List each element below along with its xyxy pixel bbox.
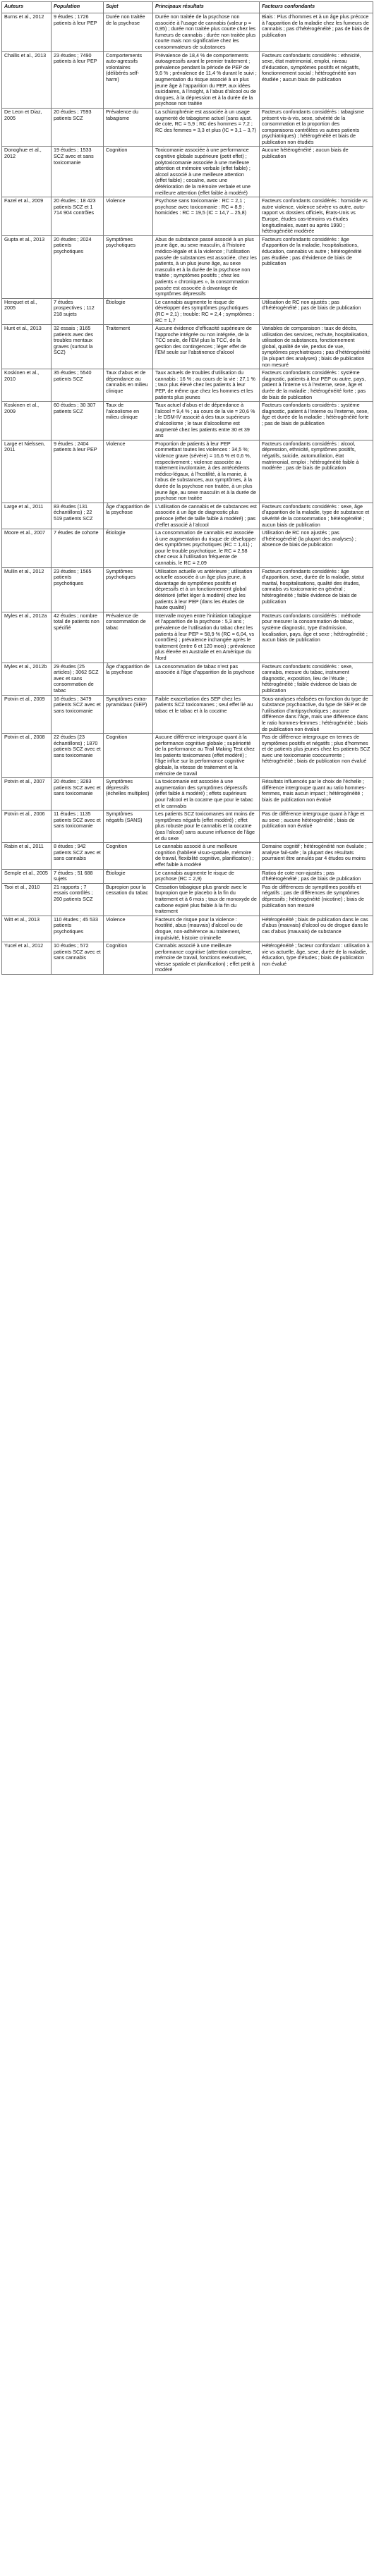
cell-subject: Cognition [104,942,153,975]
table-row [2,734,373,778]
cell-confounders: Utilisation de RC non ajustés ; pas d’hétérogénéité (la plupart des analyses) ; absence de biais de publication [260,529,373,568]
cell-results: Taux actuels de troubles d’utilisation du cannabis : 16 % ; au cours de la vie : 27,1 % ; taux plus élevé chez les patients à leur PEP, de même que chez les hommes et les patients plus jeunes [153,369,260,402]
cell-confounders: Facteurs confondants considérés : système diagnostic, patient à l’interne ou l’externe, sexe, âge et durée de la maladie ; hétérogénéité forte ; pas de biais de publication [260,402,373,440]
cell-subject: Traitement [104,325,153,369]
header-confounders: Facteurs confondants [260,2,373,13]
cell-confounders: Hétérogénéité ; biais de publication dans le cas d’abus (mauvais) d’alcool ou de drogue dans le cas d’abus (mauvais) de substance [260,916,373,942]
cell-results: La toxicomanie est associée à une augmentation des symptômes dépressifs (effet faible à modéré) ; effets supérieurs pour l’alcool et la cocaïne que pour le tabac et le cannabis [153,778,260,811]
cell-authors: Large et Nielssen, 2011 [2,440,52,503]
cell-population: 23 études ; 1565 patients psychotiques [52,567,104,612]
cell-authors: Myles et al., 2012a [2,612,52,663]
table-row [2,51,373,108]
cell-subject: Violence [104,197,153,236]
cell-authors: Yucel et al., 2012 [2,942,52,975]
cell-authors: Mullin et al., 2012 [2,567,52,612]
header-population: Population [52,2,104,13]
cell-authors: Witt et al., 2013 [2,916,52,942]
table-row [2,402,373,440]
cell-results: La consommation de cannabis est associée à une augmentation du risque de développer des symptômes psychotiques (RC = 1,41) ; pour le trouble psychotique, le RC = 2,58 chez ceux à l’utilisation fréquente de cannabis, le RC = 2,09 [153,529,260,568]
table-row [2,567,373,612]
header-authors: Auteurs [2,2,52,13]
cell-population: 8 études ; 942 patients SCZ avec et sans cannabis [52,843,104,869]
cell-population: 20 études ; 7593 patients SCZ [52,108,104,147]
cell-results: Toxicomanie associée à une performance cognitive globale supérieure (petit effet) ; polytoxicomanie associée à une meilleure attention et mémoire verbale (effet faible) ; alcool associé à une meilleure attention (effet faible) ; cocaïne, avec une détérioration de la mémoire verbale et une meilleure attention (effet faible à modéré) [153,147,260,197]
cell-results: Proportion de patients à leur PEP commettant toutes les violences : 34,5 %; violence grave (sévère) = 16,6 % et 0,6 %, respectivement ; violence associée au traitement involontaire, à des antécédents médico-légaux, à l’hostilité, à la manie, à l’abus de substances, aux symptômes, à la durée de la psychose non traitée, à un plus jeune âge, au sexe masculin et à la durée de psychose non traitée [153,440,260,503]
table-row [2,529,373,568]
cell-population: 35 études ; 5540 patients SCZ [52,369,104,402]
cell-subject: Comportements auto-agressifs volontaires (délibérés self-harm) [104,51,153,108]
table-body [2,13,373,975]
results-table [1,1,373,975]
cell-population: 110 études ; 45 533 patients psychotiques [52,916,104,942]
cell-subject: Bupropion pour la cessation du tabac [104,883,153,916]
cell-subject: Cognition [104,843,153,869]
cell-authors: Gupta et al., 2013 [2,235,52,298]
cell-confounders: Facteurs confondants considérés : alcool, dépression, ethnicité, symptômes positifs, négatifs, suicide, automutilation, état matrimonial, emploi ; hétérogénéité faible à modérée ; pas de biais de publication [260,440,373,503]
cell-subject: Taux de l’alcoolisme en milieu clinique [104,402,153,440]
cell-results: Intervalle moyen entre l’initiation tabagique et l’apparition de la psychose : 5,3 ans ; prévalence de l’utilisation du tabac chez les patients à leur PEP = 58,9 % (RC = 6,04, vs contrôles) ; prévalence inchangée après le traitement (entre 6 et 120 mois) ; prévalence plus élevée en Australie et en Amérique du Nord [153,612,260,663]
table-row [2,503,373,529]
table-row [2,13,373,52]
cell-authors: Tsoi et al., 2010 [2,883,52,916]
table-row [2,663,373,695]
cell-confounders: Facteurs confondants considérés : système diagnostic, patients à leur PEP ou autre, pays, patient à l’interne vs à l’externe, sexe, âge et durée de la maladie ; hétérogénéité forte ; pas de biais de publication [260,369,373,402]
cell-population: 20 études ; 18 423 patients SCZ et 1 714 904 contrôles [52,197,104,236]
cell-population: 60 études ; 30 307 patients SCZ [52,402,104,440]
cell-confounders: Utilisation de RC non ajustés ; pas d’hétérogénéité ; pas de biais de publication [260,298,373,324]
cell-confounders: Facteurs confondants considérés : tabagisme présent vis-à-vis, sexe, sévérité de la consommation et la proportion des comparaisons contrôlées vs autres patients psychiatriques) ; hétérogénéité et biais de publication non étudiés [260,108,373,147]
cell-subject: Symptômes négatifs (SANS) [104,811,153,843]
cell-confounders: Facteurs confondants considérés : sexe, cannabis, mesure du tabac, instrument diagnostic, exposition, lieu de l’étude ; hétérogénéité ; faible évidence de biais de publication [260,663,373,695]
cell-subject: Symptômes psychotiques [104,235,153,298]
cell-confounders: Facteurs confondants considérés : âge d’apparition, sexe, durée de la maladie, statut marital, hospitalisations, qualité des études, cannabis vs toxicomanie en général ; hétérogénéité ; faible évidence de biais de publication [260,567,373,612]
cell-population: 19 études ; 1533 SCZ avec et sans toxicomanie [52,147,104,197]
cell-results: Faible exacerbation des SEP chez les patients SCZ toxicomanes ; seul effet lié au tabac et le tabac et à la cocaïne [153,695,260,734]
cell-confounders: Pas de différence intergroupe quant à l’âge et au sexe ; aucune hétérogénéité ; biais de publication non évalué [260,811,373,843]
cell-results: Taux actuel d’abus et de dépendance à l’alcool = 9,4 % ; au cours de la vie = 20,6 % ; le DSM-IV associé à des taux supérieurs d’alcoolisme ; le taux d’alcoolisme est augmenté chez les patients entre 30 et 39 ans [153,402,260,440]
cell-population: 9 études ; 1726 patients à leur PEP [52,13,104,52]
cell-authors: Potvin et al., 2008 [2,734,52,778]
cell-authors: Large et al., 2011 [2,503,52,529]
cell-subject: Violence [104,916,153,942]
cell-results: Le cannabis augmente le risque de développer des symptômes psychotiques (RC = 2,1) ; trouble: RC = 2,4 ; symptômes : RC = 1,7 [153,298,260,324]
cell-subject: Symptômes psychotiques [104,567,153,612]
cell-authors: Rabin et al., 2011 [2,843,52,869]
cell-authors: Semple et al., 2005 [2,869,52,883]
table-row [2,235,373,298]
cell-results: Le cannabis augmente le risque de psychose (RC = 2,9) [153,869,260,883]
cell-confounders: Domaine cognitif ; hétérogénéité non évaluée ; analyse fail-safe ; la plupart des résultats pourraient être annulés par 4 études ou moins [260,843,373,869]
cell-confounders: Résultats influencés par le choix de l’échelle ; différence intergroupe quant au ratio hommes-femmes, mais aucun impact ; hétérogénéité ; biais de publication non évalué [260,778,373,811]
cell-population: 7 études prospectives ; 112 218 sujets [52,298,104,324]
table-row [2,298,373,324]
cell-subject: Étiologie [104,529,153,568]
cell-authors: Challis et al., 2013 [2,51,52,108]
cell-results: Abus de substance passé associé à un plus jeune âge, au sexe masculin, à l’histoire médico-légale et à la violence ; l’utilisation passée de substances est associée, chez les patients, à un plus jeune âge, au sexe masculin et à la durée de la psychose non traitée ; symptômes positifs ; chez les patients « chroniques », la consommation passée est associée à davantage de symptômes dépressifs [153,235,260,298]
cell-authors: Myles et al., 2012b [2,663,52,695]
cell-population: 10 études ; 572 patients SCZ avec et sans cannabis [52,942,104,975]
cell-population: 9 études ; 2404 patients à leur PEP [52,440,104,503]
cell-population: 42 études ; nombre total de patients non spécifié [52,612,104,663]
cell-subject: Taux d’abus et de dépendance au cannabis en milieu clinique [104,369,153,402]
table-row [2,695,373,734]
cell-authors: Koskinen et al., 2010 [2,369,52,402]
cell-results: La schizophrénie est associée à un usage augmenté de tabagisme actuel (sans ajust. de cote, RC = 5,9 ; RC des hommes = 7,2 ; RC des femmes = 3,3 et plus (IC = 3,1 – 3,7) [153,108,260,147]
cell-results: Psychose sans toxicomanie : RC = 2,1 ; psychose avec toxicomanie : RC = 8,9 ; homicides : RC = 19,5 (IC = 14,7 – 25,8) [153,197,260,236]
table-row [2,612,373,663]
cell-subject: Durée non traitée de la psychose [104,13,153,52]
cell-population: 22 études (23 échantillons) ; 1870 patients SCZ avec et sans toxicomanie [52,734,104,778]
cell-results: Le cannabis associé à une meilleure cognition (habileté visuo-spatiale, mémoire de travail, flexibilité cognitive, planification) ; effet faible à modéré [153,843,260,869]
cell-population: 11 études ; 1135 patients SCZ avec et sans toxicomanie [52,811,104,843]
header-row [2,2,373,13]
cell-subject: Symptômes dépressifs (échelles multiples) [104,778,153,811]
cell-population: 7 études de cohorte [52,529,104,568]
cell-confounders: Pas de différences de symptômes positifs et négatifs ; pas de différences de symptômes dépressifs ; hétérogénéité (nicotine) ; biais de publication non mesuré [260,883,373,916]
table-row [2,778,373,811]
cell-authors: De Leon et Diaz, 2005 [2,108,52,147]
cell-confounders: Hétérogénéité ; facteur confondant : utilisation à vie vs actuelle, âge, sexe, durée de la maladie, éducation, type d’études ; biais de publication non évalué [260,942,373,975]
cell-authors: Fazel et al., 2009 [2,197,52,236]
table-row [2,197,373,236]
cell-results: Cessation tabagique plus grande avec le bupropion que le placebo à la fin du traitement et à 6 mois ; taux de monoxyde de carbone expiré plus faible à la fin du traitement [153,883,260,916]
cell-subject: Âge d’apparition de la psychose [104,503,153,529]
cell-results: Cannabis associé à une meilleure performance cognitive (attention complexe, mémoire de travail, fonctions exécutives, vitesse spatiale et planification) ; effet petit à modéré [153,942,260,975]
cell-results: Durée non traitée de la psychose non associée à l’usage de cannabis (valeur p = 0,95) ; durée non traitée plus courte chez les fumeurs de cannabis ; durée non traitée plus courte mais non significative chez les consommateurs de substances [153,13,260,52]
cell-confounders: Pas de différence intergroupe en termes de symptômes positifs et négatifs ; plus d’hommes et de patients plus jeunes chez les patients SCZ avec une toxicomanie cooccurrente ; hétérogénéité ; biais de publication non évalué [260,734,373,778]
cell-population: 20 études ; 2024 patients psychotiques [52,235,104,298]
cell-confounders: Aucune hétérogénéité ; aucun biais de publication [260,147,373,197]
cell-subject: Étiologie [104,869,153,883]
cell-confounders: Biais : Plus d’hommes et à un âge plus précoce à l’apparition de la maladie chez les fumeurs de cannabis ; pas d’hétérogénéité ; pas de biais de publication [260,13,373,52]
cell-authors: Burns et al., 2012 [2,13,52,52]
cell-population: 29 études (25 articles) ; 3062 SCZ avec et sans consommation de tabac [52,663,104,695]
table-row [2,869,373,883]
cell-confounders: Variables de comparaison : taux de décès, utilisation des services, rechute, hospitalisation, utilisation de substances, fonctionnement global, qualité de vie, perdus de vue, symptômes psychiatriques ; pas d’hétérogénéité (la plupart des analyses) ; biais de publication non mesuré [260,325,373,369]
table-row [2,883,373,916]
table-row [2,440,373,503]
cell-results: La consommation de tabac n’est pas associée à l’âge d’apparition de la psychose [153,663,260,695]
table-row [2,843,373,869]
cell-results: Aucune évidence d’efficacité supérieure de l’approche intégrée ou non intégrée, de la TCC seule, de l’EM plus la TCC, de la gestion des contingences ; léger effet de l’EM seule sur l’abstinence d’alcool [153,325,260,369]
cell-subject: Cognition [104,734,153,778]
table-row [2,942,373,975]
cell-results: Aucune différence intergroupe quant à la performance cognitive globale ; supériorité de la performance au Trail Making Test chez les patients toxicomanes (effet modéré) ; l’âge influe sur la performance cognitive globale, la vitesse de traitement et la mémoire de travail [153,734,260,778]
cell-results: Prévalence de 18,4 % de comportements autoagressifs avant le premier traitement ; prévalence pendant la période de PEP de 9,6 % ; prévalence de 11,4 % durant le suivi ; augmentation du risque associé à un plus jeune âge à l’apparition du PEP, aux idées suicidaires, à l’insight, à l’abus d’alcool ou de drogues, à la dépression et à la durée de la psychose non traitée [153,51,260,108]
cell-authors: Potvin et al., 2007 [2,778,52,811]
cell-results: Utilisation actuelle vs antérieure ; utilisation actuelle associée à un âge plus jeune, à davantage de symptômes positifs et dépressifs et à un fonctionnement global détérioré (effet léger à modéré) chez les patients à leur PEP (dans les études de haute qualité) [153,567,260,612]
cell-subject: Âge d’apparition de la psychose [104,663,153,695]
cell-confounders: Facteurs confondants considérés : sexe, âge d’apparition de la maladie, type de substance et sévérité de la consommation ; hétérogénéité ; aucun biais de publication [260,503,373,529]
cell-authors: Donoghue et al., 2012 [2,147,52,197]
cell-authors: Potvin et al., 2006 [2,811,52,843]
cell-population: 20 études ; 3283 patients SCZ avec et sans toxicomanie [52,778,104,811]
cell-population: 16 études ; 3479 patients SCZ avec et sans toxicomanie [52,695,104,734]
header-main-results: Principaux résultats [153,2,260,13]
cell-authors: Potvin et al., 2009 [2,695,52,734]
cell-results: Facteurs de risque pour la violence : hostilité, abus (mauvais) d’alcool ou de drogue, non-adhérence au traitement, impulsivité, histoire criminelle [153,916,260,942]
cell-subject: Prévalence de consommation de tabac [104,612,153,663]
table-row [2,916,373,942]
cell-population: 7 études ; 51 688 sujets [52,869,104,883]
cell-subject: Symptômes extra-pyramidaux (SEP) [104,695,153,734]
cell-authors: Hunt et al., 2013 [2,325,52,369]
cell-authors: Koskinen et al., 2009 [2,402,52,440]
cell-results: L’utilisation de cannabis et de substances est associée à un âge de diagnostic plus précoce (effet de taille faible à modéré) ; pas d’effet associé à l’alcool [153,503,260,529]
cell-subject: Cognition [104,147,153,197]
cell-authors: Henquet et al., 2005 [2,298,52,324]
table-row [2,325,373,369]
cell-confounders: Facteurs confondants considérés : ethnicité, sexe, état matrimonial, emploi, niveau d’éducation, symptômes positifs et négatifs, fonctionnement social ; hétérogénéité non étudiée ; aucun biais de publication [260,51,373,108]
cell-confounders: Facteurs confondants considérés : homicide vs autre violence, violence sévère vs autre, auto-rapport vs dossiers officiels, États-Unis vs Europe, études cas-témoins vs études longitudinales, avant ou après 1990 ; hétérogénéité modérée [260,197,373,236]
cell-confounders: Ratios de cote non-ajustés ; pas d’hétérogénéité ; pas de biais de publication [260,869,373,883]
cell-confounders: Facteurs confondants considérés : méthode pour mesurer la consommation de tabac, système diagnostic, type d’admission, localisation, pays, âge et sexe ; hétérogénéité ; aucun biais de publication [260,612,373,663]
cell-subject: Violence [104,440,153,503]
cell-population: 32 essais ; 3165 patients avec des troubles mentaux graves (surtout la SCZ) [52,325,104,369]
cell-confounders: Sous-analyses réalisées en fonction du type de substance psychoactive, du type de SEP et de l’utilisation d’antipsychotiques ; aucune différence dans l’âge, mais une différence dans le ratio hommes-femmes ; hétérogénéité ; biais de publication non évalué [260,695,373,734]
cell-population: 83 études (131 échantillons) ; 22 519 patients SCZ [52,503,104,529]
cell-subject: Prévalence du tabagisme [104,108,153,147]
table-row [2,369,373,402]
cell-population: 23 études ; 7490 patients à leur PEP [52,51,104,108]
cell-confounders: Facteurs confondants considérés : âge d’apparition de la maladie, hospitalisations, éducation, cannabis vs autre ; hétérogénéité pas étudiée ; pas d’évidence de biais de publication [260,235,373,298]
cell-authors: Moore et al., 2007 [2,529,52,568]
table-row [2,811,373,843]
cell-results: Les patients SCZ toxicomanes ont moins de symptômes négatifs (effet modéré) ; effet plus robuste pour le cannabis et la cocaïne (pas l’alcool) sans aucune influence de l’âge et du sexe [153,811,260,843]
table-row [2,147,373,197]
cell-population: 21 rapports ; 7 essais contrôlés ; 260 patients SCZ [52,883,104,916]
header-subject: Sujet [104,2,153,13]
table-row [2,108,373,147]
cell-subject: Étiologie [104,298,153,324]
